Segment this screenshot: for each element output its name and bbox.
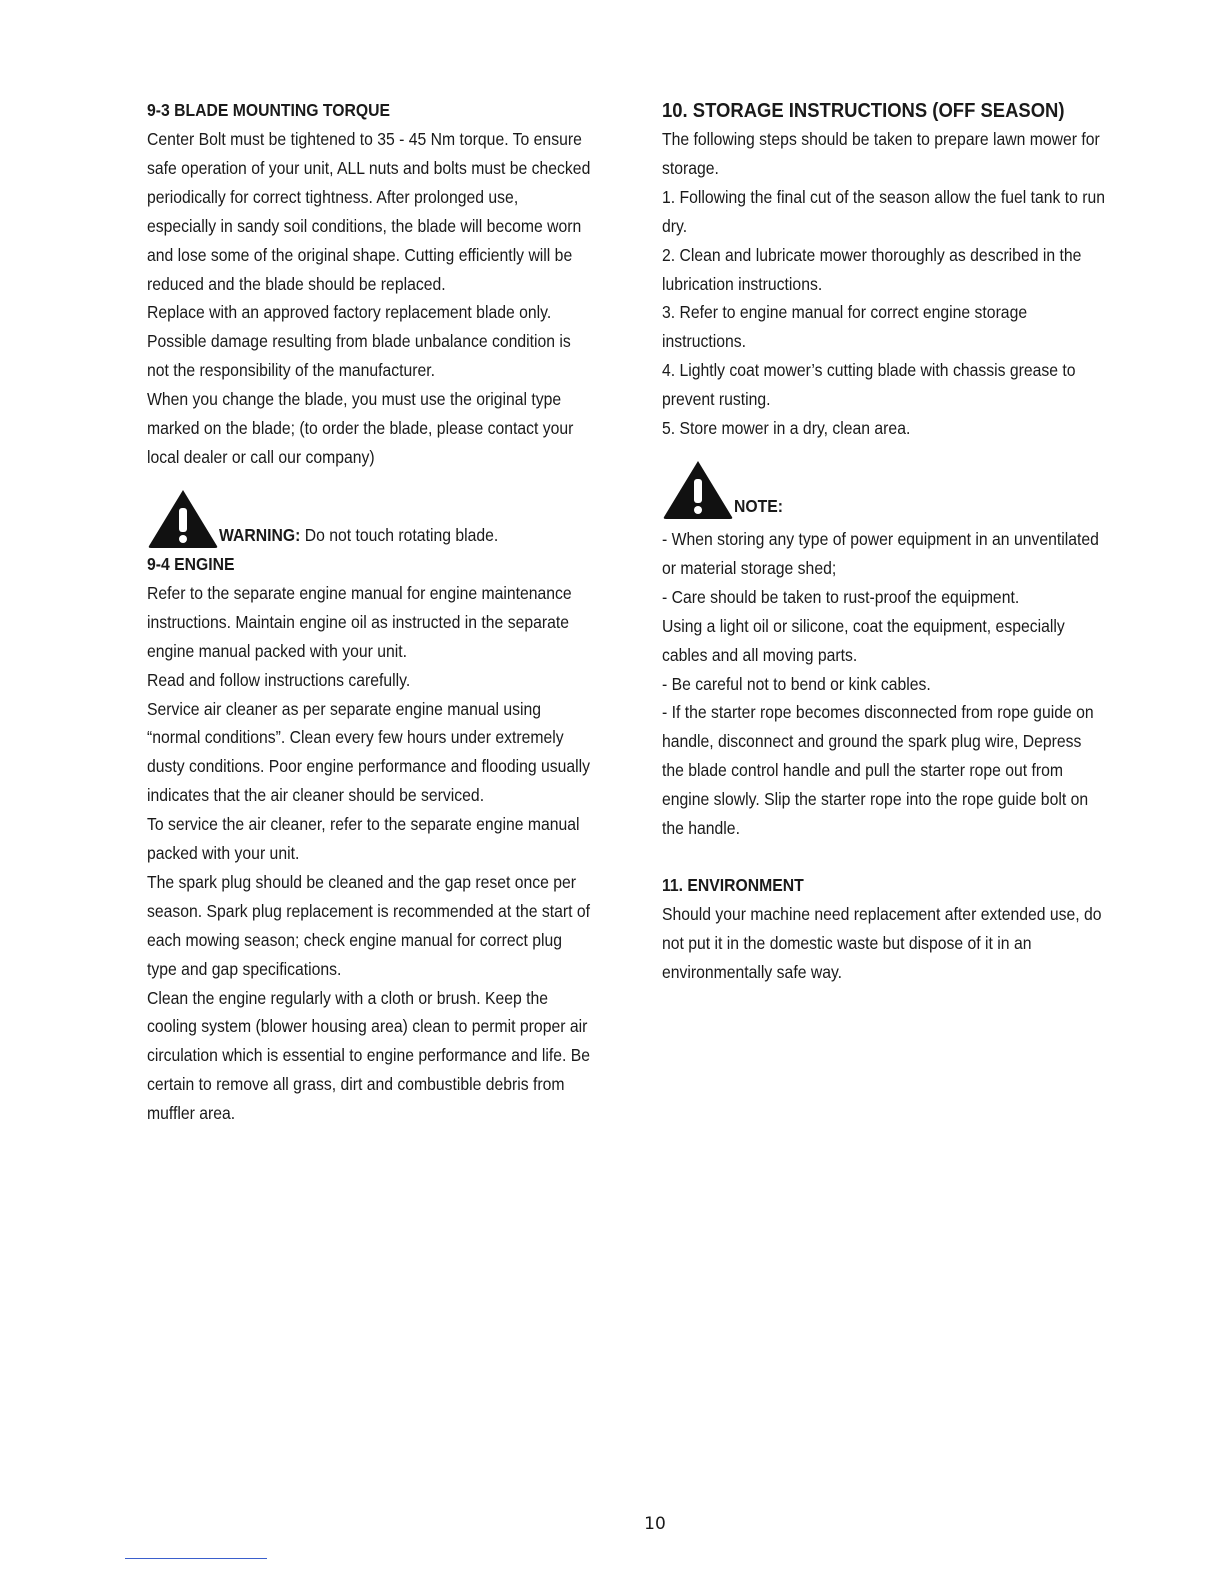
environment-body [662,900,1147,987]
text-line: lubrication instructions. [662,273,823,294]
note-body [662,525,1147,843]
text-line: environmentally safe way. [662,961,843,982]
text-line: indicates that the air cleaner should be serviced. [147,785,485,806]
text-line: not put it in the domestic waste but dispose of it in an [662,932,1032,953]
blade-torque-body [147,125,632,472]
text-line: - When storing any type of power equipment in an unventilated [662,528,1099,549]
text-line: type and gap specifications. [147,958,342,979]
text-line: The spark plug should be cleaned and the gap reset once per [147,871,577,892]
text-line: Clean the engine regularly with a cloth or brush. Keep the [147,987,549,1008]
note-callout [662,457,1147,521]
text-line: not the responsibility of the manufacturer. [147,360,436,381]
text-line: cables and all moving parts. [662,644,858,665]
text-line: packed with your unit. [147,843,300,864]
text-line: The following steps should be taken to prepare lawn mower for [662,129,1100,149]
note-label: NOTE: [734,495,784,516]
text-line: safe operation of your unit, ALL nuts and bolts must be checked [147,157,591,178]
warning-icon [147,488,219,550]
text-line: marked on the blade; (to order the blade, please contact your [147,418,574,439]
footnote-divider [125,1558,267,1559]
text-line: season. Spark plug replacement is recommended at the start of [147,900,590,921]
text-line: 1. Following the final cut of the season allow the fuel tank to run [662,186,1106,207]
text-line: “normal conditions”. Clean every few hours under extremely [147,727,564,748]
text-line: cooling system (blower housing area) clean to permit proper air [147,1016,588,1037]
text-line: Using a light oil or silicone, coat the equipment, especially [662,615,1065,636]
warning-callout [147,486,632,550]
text-line: instructions. Maintain engine oil as instructed in the separate [147,611,570,632]
text-line: instructions. [662,331,747,352]
text-line: To service the air cleaner, refer to the separate engine manual [147,814,580,835]
text-line: Center Bolt must be tightened to 35 - 45 Nm torque. To ensure [147,129,582,149]
text-line: circulation which is essential to engine performance and life. Be [147,1045,590,1066]
page-number: 10 [644,1514,666,1534]
warning-text: Do not touch rotating blade. [300,524,499,545]
text-line: local dealer or call our company) [147,446,375,467]
text-line: the blade control handle and pull the starter rope out from [662,760,1064,781]
text-line: prevent rusting. [662,389,771,410]
text-line: dusty conditions. Poor engine performance and flooding usually [147,756,591,777]
warning-icon [662,459,734,521]
storage-body [662,125,1147,443]
text-line: and lose some of the original shape. Cutting efficiently will be [147,244,573,265]
text-line: or material storage shed; [662,557,837,578]
text-line: Read and follow instructions carefully. [147,669,411,690]
engine-body [147,579,632,1128]
text-line: - Care should be taken to rust-proof the equipment. [662,586,1020,607]
section-heading-engine: 9-4 ENGINE [147,553,235,574]
section-heading-blade-torque: 9-3 BLADE MOUNTING TORQUE [147,100,390,120]
text-line: reduced and the blade should be replaced. [147,273,446,294]
text-line: dry. [662,215,688,236]
text-line: - If the starter rope becomes disconnected from rope guide on [662,702,1094,723]
text-line: Possible damage resulting from blade unbalance condition is [147,331,571,352]
text-line: Should your machine need replacement after extended use, do [662,903,1102,924]
text-line: Refer to the separate engine manual for engine maintenance [147,582,572,603]
text-line: engine slowly. Slip the starter rope into the rope guide bolt on [662,789,1089,810]
text-line: each mowing season; check engine manual for correct plug [147,929,562,950]
text-line: the handle. [662,818,740,839]
text-line: Service air cleaner as per separate engine manual using [147,698,541,719]
text-line: - Be careful not to bend or kink cables. [662,673,931,694]
text-line: 4. Lightly coat mower’s cutting blade with chassis grease to [662,360,1076,381]
text-line: Replace with an approved factory replacement blade only. [147,302,552,323]
text-line: especially in sandy soil conditions, the blade will become worn [147,215,582,236]
section-heading-storage: 10. STORAGE INSTRUCTIONS (OFF SEASON) [662,99,1065,122]
text-line: When you change the blade, you must use the original type [147,389,562,410]
warning-label: WARNING: [219,524,301,545]
text-line: muffler area. [147,1103,236,1124]
text-line: periodically for correct tightness. After prolonged use, [147,186,519,207]
text-line: certain to remove all grass, dirt and combustible debris from [147,1074,565,1095]
text-line: storage. [662,157,719,178]
left-column [147,96,632,1128]
right-column [662,96,1147,987]
text-line: 2. Clean and lubricate mower thoroughly as described in the [662,244,1082,265]
text-line: engine manual packed with your unit. [147,640,408,661]
text-line: handle, disconnect and ground the spark plug wire, Depress [662,731,1082,752]
text-line: 5. Store mower in a dry, clean area. [662,418,911,439]
section-heading-environment: 11. ENVIRONMENT [662,874,804,895]
text-line: 3. Refer to engine manual for correct engine storage [662,302,1028,323]
